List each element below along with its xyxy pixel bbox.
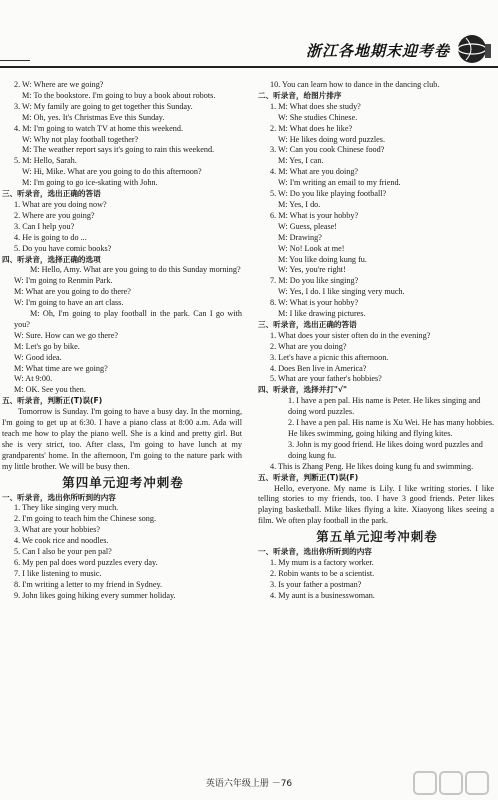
text-line: 2. Robin wants to be a scientist. xyxy=(270,568,375,578)
unit-title-text: 第五单元迎考冲刺卷 xyxy=(316,529,438,545)
page-header xyxy=(0,0,498,74)
text-line: 4. M: What are you doing? xyxy=(270,167,359,177)
text-line: W: Why not play football together? xyxy=(22,134,139,144)
text-line: 4. We cook rice and noodles. xyxy=(14,536,109,546)
text-line: 1. What are you doing now? xyxy=(14,199,107,209)
text-line: Tomorrow is Sunday. I'm going to have a busy day. In the morning, I'm going to get up at 6:30. I have a piano class at 8:00 a.m. Ada will teach me how to play the piano well. She is a kind and pretty girl. But she is very strict, too. After class, I'm going to have lunch at my grandparents' home. In the afternoon, I'm going to the nature park with my little brother. We will be busy then. xyxy=(2,407,242,471)
text-line: 3. Let's have a picnic this afternoon. xyxy=(270,352,389,362)
text-line: W: Hi, Mike. What are you going to do this afternoon? xyxy=(22,167,202,177)
text-line: W: Good idea. xyxy=(14,352,62,362)
text-line: Hello, everyone. My name is Lily. I like writing stories. I like telling stories to my friends, too. I have 3 good friends. Peter likes playing basketball. Mike likes flying a kite. Xiaoyong likes seeing a film. We often play football in the park. xyxy=(258,483,494,526)
text-line: 2. I have a pen pal. His name is Xu Wei. He has many hobbies. He likes swimming, going hiking and flying kites. xyxy=(288,418,495,438)
text-line: 9. John likes going hiking every summer holiday. xyxy=(14,590,176,600)
section-heading: 一、听录音，选出你所听到的内容 xyxy=(2,492,116,502)
text-line: 4. M: I'm going to watch TV at home this weekend. xyxy=(14,123,183,133)
text-line: W: I'm going to Renmin Park. xyxy=(14,276,113,286)
text-line: 2. M: What does he like? xyxy=(270,123,353,133)
section-heading: 四、听录音，选择并打"√" xyxy=(258,385,347,395)
text-line: W: I'm going to have an art class. xyxy=(14,298,124,308)
section-heading: 五、听录音，判断正(T)误(F) xyxy=(258,472,359,482)
text-line: M: Oh, I'm going to play football in the park. Can I go with you? xyxy=(14,309,242,329)
section-heading: 三、听录音，选出正确的答语 xyxy=(2,189,101,199)
page-footer: 英语六年级上册 －76 xyxy=(205,779,293,789)
header-title: 浙江各地期末迎考卷 xyxy=(305,42,450,60)
text-line: 5. Do you have comic books? xyxy=(14,243,112,253)
text-line: 5. What are your father's hobbies? xyxy=(270,374,382,384)
text-line: 4. This is Zhang Peng. He likes doing kung fu and swimming. xyxy=(270,461,474,471)
header-dash xyxy=(0,60,30,61)
header-rule xyxy=(0,66,498,68)
text-line: 5. W: Do you like playing football? xyxy=(270,189,387,199)
text-line: W: I'm writing an email to my friend. xyxy=(278,178,401,188)
text-line: 2. I'm going to teach him the Chinese song. xyxy=(14,514,157,524)
section-heading: 五、听录音，判断正(T)误(F) xyxy=(2,396,103,406)
text-line: M: OK. See you then. xyxy=(14,385,86,395)
text-line: 5. Can I also be your pen pal? xyxy=(14,547,112,557)
text-line: 10. You can learn how to dance in the dancing club. xyxy=(270,80,440,89)
text-line: W: Yes, you're right! xyxy=(278,265,346,275)
text-line: 7. M: Do you like singing? xyxy=(270,276,359,286)
text-line: 2. Where are you going? xyxy=(14,210,95,220)
header-globe-icon xyxy=(452,32,492,68)
text-line: 3. W: Can you cook Chinese food? xyxy=(270,145,385,155)
unit-title-text: 第四单元迎考冲刺卷 xyxy=(62,474,184,490)
section-heading: 一、听录音，选出你所听到的内容 xyxy=(258,547,372,557)
text-line: 1. They like singing very much. xyxy=(14,503,119,513)
text-line: W: No! Look at me! xyxy=(278,243,345,253)
text-line: 1. I have a pen pal. His name is Peter. He likes singing and doing word puzzles. xyxy=(288,396,481,417)
text-line: W: He likes doing word puzzles. xyxy=(278,134,386,144)
text-line: M: What are you going to do there? xyxy=(14,287,131,297)
text-line: 3. Is your father a postman? xyxy=(270,579,362,589)
text-line: 3. What are your hobbies? xyxy=(14,525,101,535)
text-line: 6. M: What is your hobby? xyxy=(270,210,359,220)
section-heading: 二、听录音，给图片排序 xyxy=(258,90,342,100)
text-line: 3. Can I help you? xyxy=(14,221,75,231)
text-line: 8. W: What is your hobby? xyxy=(270,298,359,308)
unit-title xyxy=(2,474,244,490)
text-line: M: You like doing kung fu. xyxy=(278,254,367,264)
text-line: 2. What are you doing? xyxy=(270,341,347,351)
section-heading: 三、听录音，选出正确的答语 xyxy=(258,319,357,329)
text-line: W: Yes, I do. I like singing very much. xyxy=(278,287,405,297)
text-line: M: Let's go by bike. xyxy=(14,341,80,351)
text-line: 7. I like listening to music. xyxy=(14,568,102,578)
text-line: M: What time are we going? xyxy=(14,363,108,373)
right-column xyxy=(258,80,496,602)
text-line: 1. My mum is a factory worker. xyxy=(270,557,374,567)
text-line: W: At 9:00. xyxy=(14,374,53,384)
text-line: 4. My aunt is a businesswoman. xyxy=(270,590,375,600)
text-line: 6. My pen pal does word puzzles every day. xyxy=(14,557,158,567)
text-line: M: Yes, I do. xyxy=(278,199,321,209)
left-column xyxy=(2,80,244,602)
text-line: 4. Does Ben live in America? xyxy=(270,363,367,373)
text-line: 1. What does your sister often do in the evening? xyxy=(270,330,431,340)
text-line: M: Hello, Amy. What are you going to do this Sunday morning? xyxy=(30,265,241,275)
text-line: 3. W: My family are going to get together this Sunday. xyxy=(14,101,193,111)
text-line: W: She studies Chinese. xyxy=(278,112,358,122)
text-line: 1. M: What does she study? xyxy=(270,101,361,111)
text-line: M: The weather report says it's going to rain this weekend. xyxy=(22,145,215,155)
text-line: M: To the bookstore. I'm going to buy a book about robots. xyxy=(22,90,216,100)
text-line: M: Yes, I can. xyxy=(278,156,324,166)
text-line: M: Oh, yes. It's Christmas Eve this Sunday. xyxy=(22,112,165,122)
text-line: 8. I'm writing a letter to my friend in Sydney. xyxy=(14,579,163,589)
text-line: M: Drawing? xyxy=(278,232,322,242)
text-line: 3. John is my good friend. He likes doing word puzzles and doing kung fu. xyxy=(288,439,483,460)
watermark-logo xyxy=(412,768,492,798)
unit-title xyxy=(258,529,496,545)
text-line: 5. M: Hello, Sarah. xyxy=(14,156,77,166)
text-line: 2. W: Where are we going? xyxy=(14,80,104,89)
text-line: W: Guess, please! xyxy=(278,221,338,231)
text-line: W: Sure. How can we go there? xyxy=(14,330,119,340)
text-line: M: I like drawing pictures. xyxy=(278,309,366,319)
text-line: M: I'm going to go ice-skating with John. xyxy=(22,178,158,188)
text-line: 4. He is going to do ... xyxy=(14,232,87,242)
section-heading: 四、听录音，选择正确的选项 xyxy=(2,254,101,264)
